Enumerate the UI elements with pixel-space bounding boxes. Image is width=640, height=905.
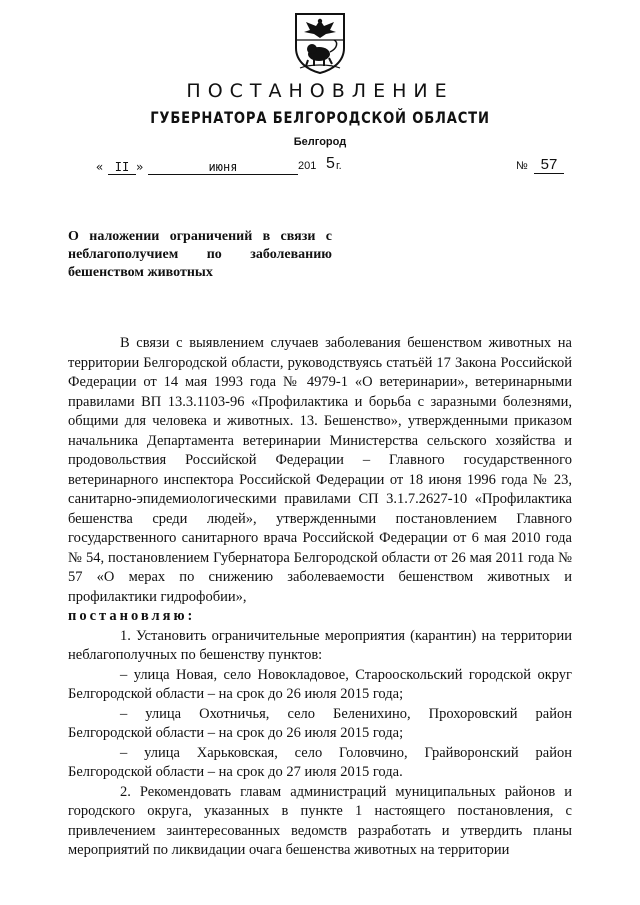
item-2-paragraph: 2. Рекомендовать главам администраций муниципальных районов и городского округа, указанных в пункте 1 настоящего постановления, с привлечением заинтересованных ведомств разработать и утвердить планы мероприятий по ликвидации очага бешенства животных на территории (68, 783, 572, 858)
list-item-golovchino: – улица Харьковская, село Головчино, Грайворонский район Белгородской области – на срок до 27 июля 2015 года. (68, 744, 572, 780)
date-month: июня (148, 160, 298, 175)
belgorod-coat-of-arms-emblem (292, 10, 348, 74)
document-issuer: ГУБЕРНАТОРА БЕЛГОРОДСКОЙ ОБЛАСТИ (150, 108, 490, 127)
number-label: № (516, 160, 528, 172)
date-year-prefix: 201 (298, 160, 317, 172)
list-item-belenikhino: – улица Охотничья, село Беленихино, Прохоровский район Белгородской области – на срок до 26 июля 2015 года; (68, 705, 572, 741)
decree-word: постановляю: (68, 608, 196, 624)
document-title: ПОСТАНОВЛЕНИЕ (186, 80, 454, 102)
date-year-handwritten: 5 (326, 155, 335, 172)
date-close-quote: » (136, 160, 144, 174)
preamble-paragraph: В связи с выявлением случаев заболевания бешенством животных на территории Белгородской области, руководствуясь статьёй 17 Закона Российской Федерации от 14 мая 1993 года № 4979-1 «О ветеринарии», ветеринарными правилами ВП 13.3.1103-96 «Профилактика и борьба с заразными болезнями, общими для человека и животных. 13. Бешенство», утвержденными приказом начальника Департамента ветеринарии Министерства сельского хозяйства и продовольствия Российской Федерации – Главного государственного ветеринарного инспектора Российской Федерации от 18 июня 1996 года № 23, санитарно-эпидемиологическими правилами СП 3.1.7.2627-10 «Профилактика бешенства среди людей», утвержденными постановлением Главного государственного санитарного врача Российской Федерации от 6 мая 2010 года № 54, постановлением Губернатора Белгородской области от 26 мая 2011 года № 57 «О мерах по снижению заболеваемости бешенством животных и профилактики гидрофобии», (68, 335, 572, 605)
date-day: II (108, 160, 136, 175)
item-1-paragraph: 1. Установить ограничительные мероприятия (карантин) на территории неблагополучных по бешенству пунктов: (68, 627, 572, 663)
document-city: Белгород (293, 136, 347, 148)
document-body (68, 334, 572, 861)
document-subject: О наложении ограничений в связи с неблагополучием по заболеванию бешенством животных (68, 229, 332, 280)
date-year-suffix: г. (336, 160, 342, 172)
date-and-number-line (96, 155, 596, 180)
date-open-quote: « (96, 160, 104, 174)
list-item-novokladovoe: – улица Новая, село Новокладовое, Старооскольский городской округ Белгородской области – на срок до 26 июля 2015 года; (68, 666, 572, 702)
document-number: 57 (534, 156, 564, 174)
